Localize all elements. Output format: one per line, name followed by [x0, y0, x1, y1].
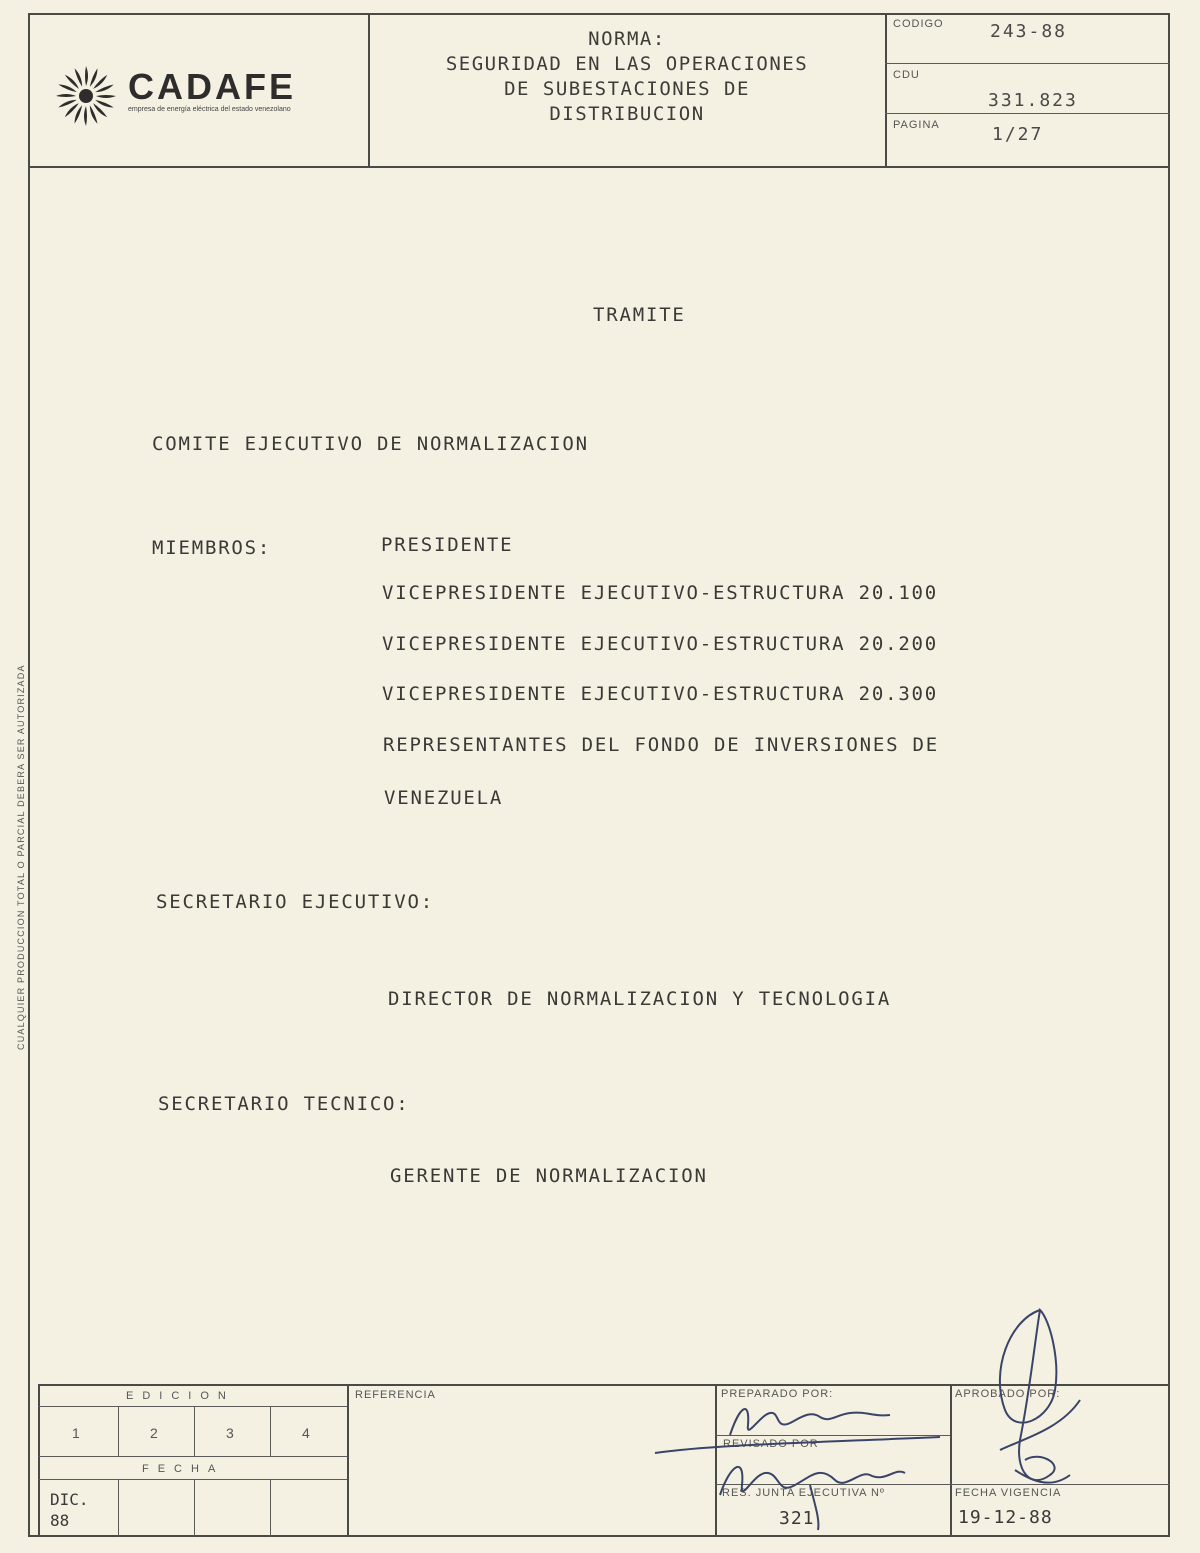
header-divider: [28, 166, 1170, 168]
edition-col-sep: [270, 1406, 271, 1456]
footer-sep-ref: [347, 1384, 349, 1537]
header-cell-sep-1: [885, 63, 1170, 64]
logo-wordmark: CADAFE: [128, 66, 296, 107]
fecha-vigencia-value: 19-12-88: [958, 1507, 1053, 1528]
header-sep-2: [885, 13, 887, 167]
fecha-year: 88: [50, 1511, 70, 1530]
committee-name: COMITE EJECUTIVO DE NORMALIZACION: [152, 433, 589, 455]
referencia-label: REFERENCIA: [355, 1389, 436, 1401]
member-item: VENEZUELA: [384, 787, 504, 809]
preparado-signature: [650, 1385, 950, 1535]
reproduction-notice: CUALQUIER PRODUCCION TOTAL O PARCIAL DEBERA SER AUTORIZADA: [16, 664, 26, 1050]
edition-number: 1: [72, 1425, 81, 1441]
aprobado-signature: [980, 1300, 1090, 1520]
fecha-vigencia-label: FECHA VIGENCIA: [955, 1487, 1062, 1499]
fecha-header-line: [38, 1479, 347, 1480]
edition-col-sep: [194, 1406, 195, 1456]
member-item: VICEPRESIDENTE EJECUTIVO-ESTRUCTURA 20.300: [382, 683, 939, 705]
cdu-value: 331.823: [988, 90, 1078, 111]
footer-sep-aprob: [950, 1384, 952, 1537]
title-line-2: DE SUBESTACIONES DE: [504, 78, 750, 100]
res-junta-label: RES. JUNTA EJECUTIVA Nº: [722, 1487, 885, 1499]
revisado-label: REVISADO POR: [723, 1438, 819, 1450]
fecha-label: FECHA: [142, 1463, 225, 1475]
exec-secretary-label: SECRETARIO EJECUTIVO:: [156, 891, 435, 913]
norma-title: [370, 27, 884, 127]
res-junta-value: 321: [779, 1508, 815, 1529]
fecha-col-sep: [118, 1479, 119, 1537]
member-item: PRESIDENTE: [381, 534, 514, 556]
codigo-value: 243-88: [990, 21, 1068, 42]
edition-number: 4: [302, 1425, 311, 1441]
fecha-col-sep: [270, 1479, 271, 1537]
fecha-col-sep: [194, 1479, 195, 1537]
edicion-header-line: [38, 1406, 347, 1407]
edition-col-sep: [118, 1406, 119, 1456]
member-item: VICEPRESIDENTE EJECUTIVO-ESTRUCTURA 20.100: [382, 582, 939, 604]
edicion-label: EDICION: [126, 1390, 235, 1402]
tech-secretary: GERENTE DE NORMALIZACION: [390, 1165, 708, 1187]
preparado-label: PREPARADO POR:: [721, 1388, 834, 1400]
norma-label: NORMA:: [588, 28, 666, 50]
member-item: VICEPRESIDENTE EJECUTIVO-ESTRUCTURA 20.200: [382, 633, 939, 655]
tramite-heading: TRAMITE: [593, 304, 686, 326]
edition-number: 3: [226, 1425, 235, 1441]
codigo-label: CODIGO: [893, 18, 944, 30]
edition-number: 2: [150, 1425, 159, 1441]
sun-logo-icon: [52, 62, 120, 130]
pagina-value: 1/27: [992, 124, 1044, 145]
tech-secretary-label: SECRETARIO TECNICO:: [158, 1093, 410, 1115]
title-line-3: DISTRIBUCION: [549, 103, 705, 125]
edition-row-line: [38, 1456, 347, 1457]
title-line-1: SEGURIDAD EN LAS OPERACIONES: [445, 53, 809, 75]
logo-tagline: empresa de energía eléctrica del estado venezolano: [128, 106, 291, 113]
fecha-value: [50, 1490, 89, 1530]
aprobado-label: APROBADO POR:: [955, 1388, 1061, 1400]
header-cell-sep-2: [885, 113, 1170, 114]
exec-secretary: DIRECTOR DE NORMALIZACION Y TECNOLOGIA: [388, 988, 892, 1010]
fecha-month: DIC.: [50, 1490, 89, 1509]
members-label: MIEMBROS:: [152, 537, 272, 559]
pagina-label: PAGINA: [893, 119, 940, 131]
member-item: REPRESENTANTES DEL FONDO DE INVERSIONES DE: [383, 734, 940, 756]
cdu-label: CDU: [893, 69, 920, 81]
